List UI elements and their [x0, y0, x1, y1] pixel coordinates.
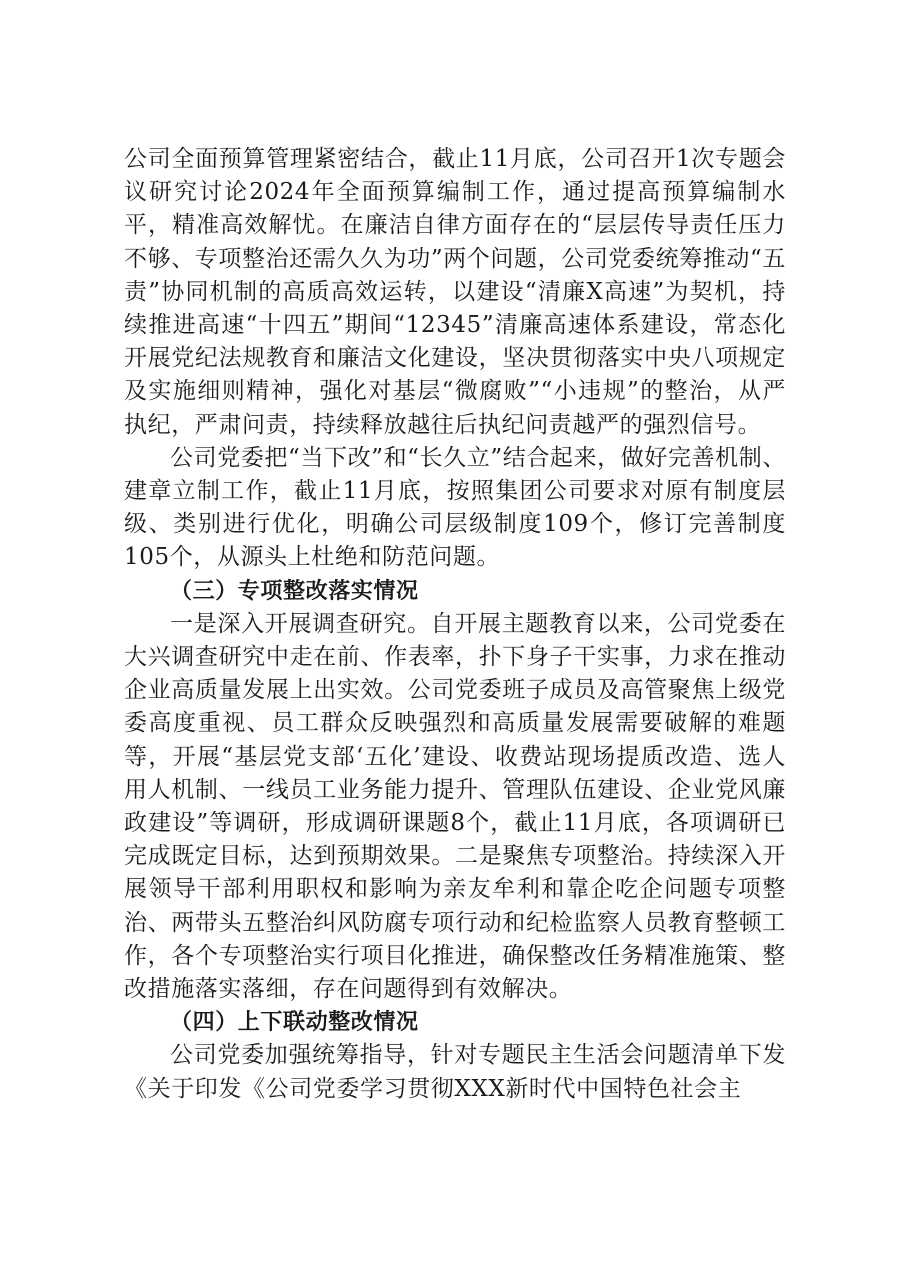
paragraph-budget-integrity: 公司全面预算管理紧密结合，截止11月底，公司召开1次专题会议研究讨论2024年全面预算编制工作，通过提高预算编制水平，精准高效解忧。在廉洁自律方面存在的“层层传导责任压力不够、专项整治还需久久为功”两个问题，公司党委统筹推动“五责”协同机制的高质高效运转，以建设“清廉X高速”为契机，持续推进高速“十四五”期间“12345”清廉高速体系建设，常态化开展党纪法规教育和廉洁文化建设，坚决贯彻落实中央八项规定及实施细则精神，强化对基层“微腐败”“小违规”的整治，从严执纪，严肃问责，持续释放越往后执纪问责越严的强烈信号。 — [124, 146, 786, 438]
document-body — [124, 143, 786, 1106]
section-heading-special-rectification: （三）专项整改落实情况 — [170, 578, 419, 604]
paragraph-research-and-rectification: 一是深入开展调查研究。自开展主题教育以来，公司党委在大兴调查研究中走在前、作表率，扑下身子干实事，力求在推动企业高质量发展上出实效。公司党委班子成员及高管聚焦上级党委高度重视、员工群众反映强烈和高质量发展需要破解的难题等，开展“基层党支部‘五化’建设、收费站现场提质改造、选人用人机制、一线员工业务能力提升、管理队伍建设、企业党风廉政建设”等调研，形成调研课题8个，截止11月底，各项调研已完成既定目标，达到预期效果。二是聚焦专项整治。持续深入开展领导干部利用职权和影响为亲友牟利和靠企吃企问题专项整治、两带头五整治纠风防腐专项行动和纪检监察人员教育整顿工作，各个专项整治实行项目化推进，确保整改任务精准施策、整改措施落实落细，存在问题得到有效解决。 — [124, 610, 786, 1003]
paragraph-rules-system: 公司党委把“当下改”和“长久立”结合起来，做好完善机制、建章立制工作，截止11月底，按照集团公司要求对原有制度层级、类别进行优化，明确公司层级制度109个，修订完善制度105个，从源头上杜绝和防范问题。 — [124, 444, 786, 571]
section-heading-linked-rectification: （四）上下联动整改情况 — [170, 1010, 419, 1036]
paragraph-coordination-guidance: 公司党委加强统筹指导，针对专题民主生活会问题清单下发《关于印发《公司党委学习贯彻XXX新时代中国特色社会主 — [124, 1042, 786, 1102]
